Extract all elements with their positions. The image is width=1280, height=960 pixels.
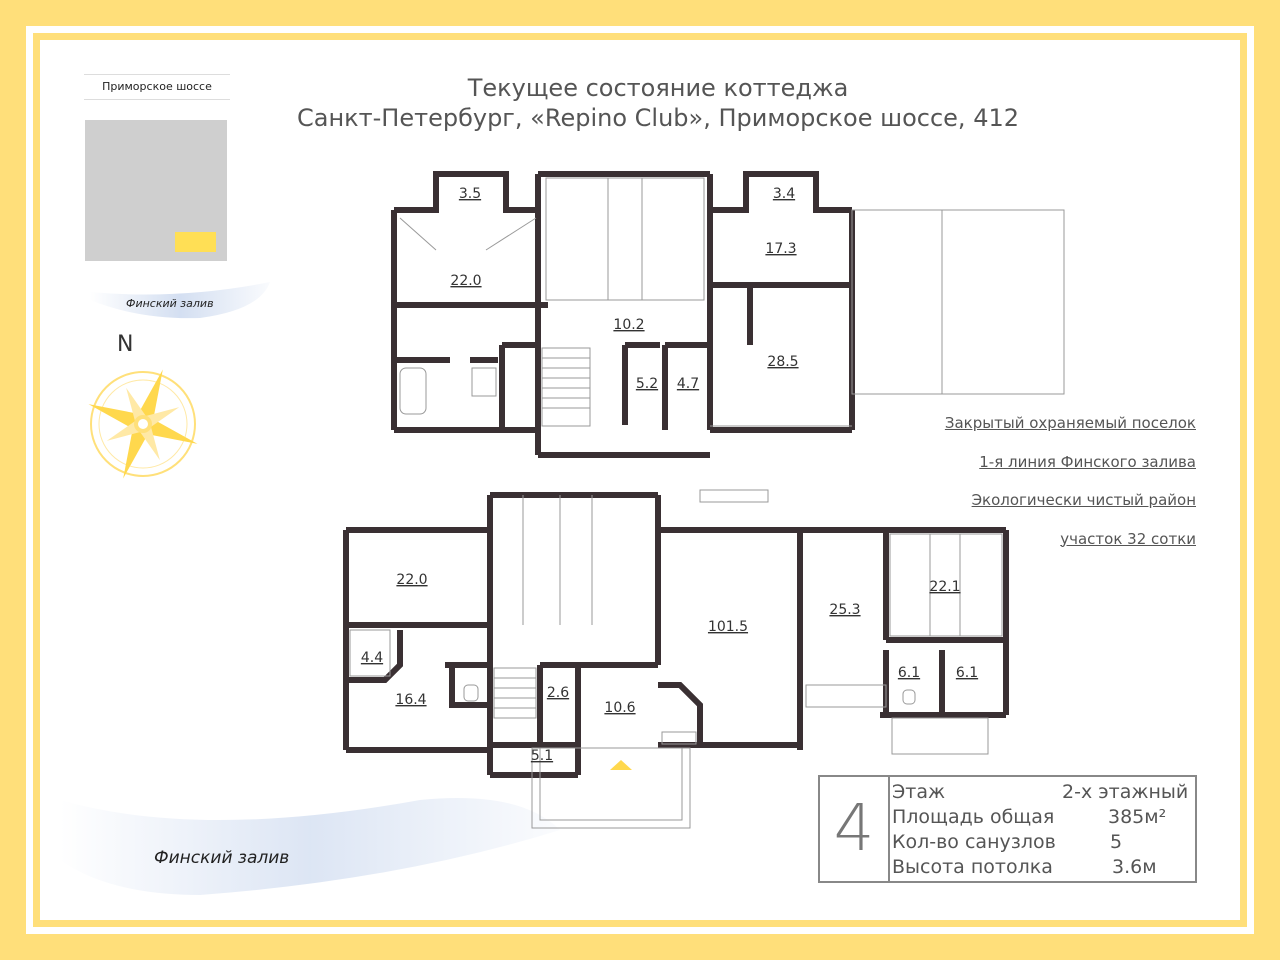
room-area-upper-2: 3.4	[772, 186, 796, 202]
room-area-lower-6: 16.4	[395, 692, 427, 708]
page-title: Текущее состояние коттеджа	[467, 74, 849, 102]
room-area-lower-5: 4.4	[360, 650, 384, 666]
feature-item[interactable]: 1-я линия Финского залива	[979, 452, 1196, 471]
info-key: Площадь общая	[892, 806, 1055, 828]
room-area-upper-4: 17.3	[765, 241, 797, 257]
north-label: N	[117, 332, 134, 357]
room-area-lower-7: 2.6	[546, 685, 570, 701]
info-key: Высота потолка	[892, 856, 1053, 878]
feature-item[interactable]: участок 32 сотки	[1060, 529, 1196, 548]
room-area-upper-1: 3.5	[458, 186, 482, 202]
road-label: Приморское шоссе	[84, 74, 230, 100]
cottage-number: 4	[820, 777, 890, 881]
room-area-lower-8: 10.6	[604, 700, 636, 716]
info-value: 385м²	[1108, 806, 1167, 828]
room-area-lower-2: 101.5	[707, 619, 749, 635]
room-area-upper-8: 4.7	[676, 376, 700, 392]
room-area-lower-11: 5.1	[530, 748, 554, 764]
room-area-lower-4: 22.1	[929, 579, 961, 595]
room-area-upper-5: 10.2	[613, 317, 645, 333]
room-area-upper-7: 5.2	[635, 376, 659, 392]
room-area-upper-3: 22.0	[450, 273, 482, 289]
page-subtitle-address: Санкт-Петербург, «Repino Club», Приморское шоссе, 412	[296, 104, 1019, 132]
gulf-label-large: Финский залив	[154, 848, 290, 868]
info-value: 3.6м	[1112, 856, 1157, 878]
feature-item[interactable]: Экологически чистый район	[971, 491, 1196, 509]
room-area-lower-1: 22.0	[396, 572, 428, 588]
feature-list	[945, 412, 1196, 566]
info-value: 5	[1110, 831, 1123, 853]
room-area-lower-3: 25.3	[829, 602, 861, 618]
info-key: Этаж	[892, 781, 946, 803]
info-value: 2-х этажный	[1062, 781, 1189, 803]
room-area-lower-9: 6.1	[897, 665, 921, 681]
info-box	[818, 775, 1197, 883]
gulf-label-small: Финский залив	[126, 297, 214, 310]
room-area-upper-6: 28.5	[767, 354, 799, 370]
info-key: Кол-во санузлов	[892, 831, 1056, 853]
feature-item[interactable]: Закрытый охраняемый поселок	[944, 414, 1196, 432]
room-area-lower-10: 6.1	[955, 665, 979, 681]
